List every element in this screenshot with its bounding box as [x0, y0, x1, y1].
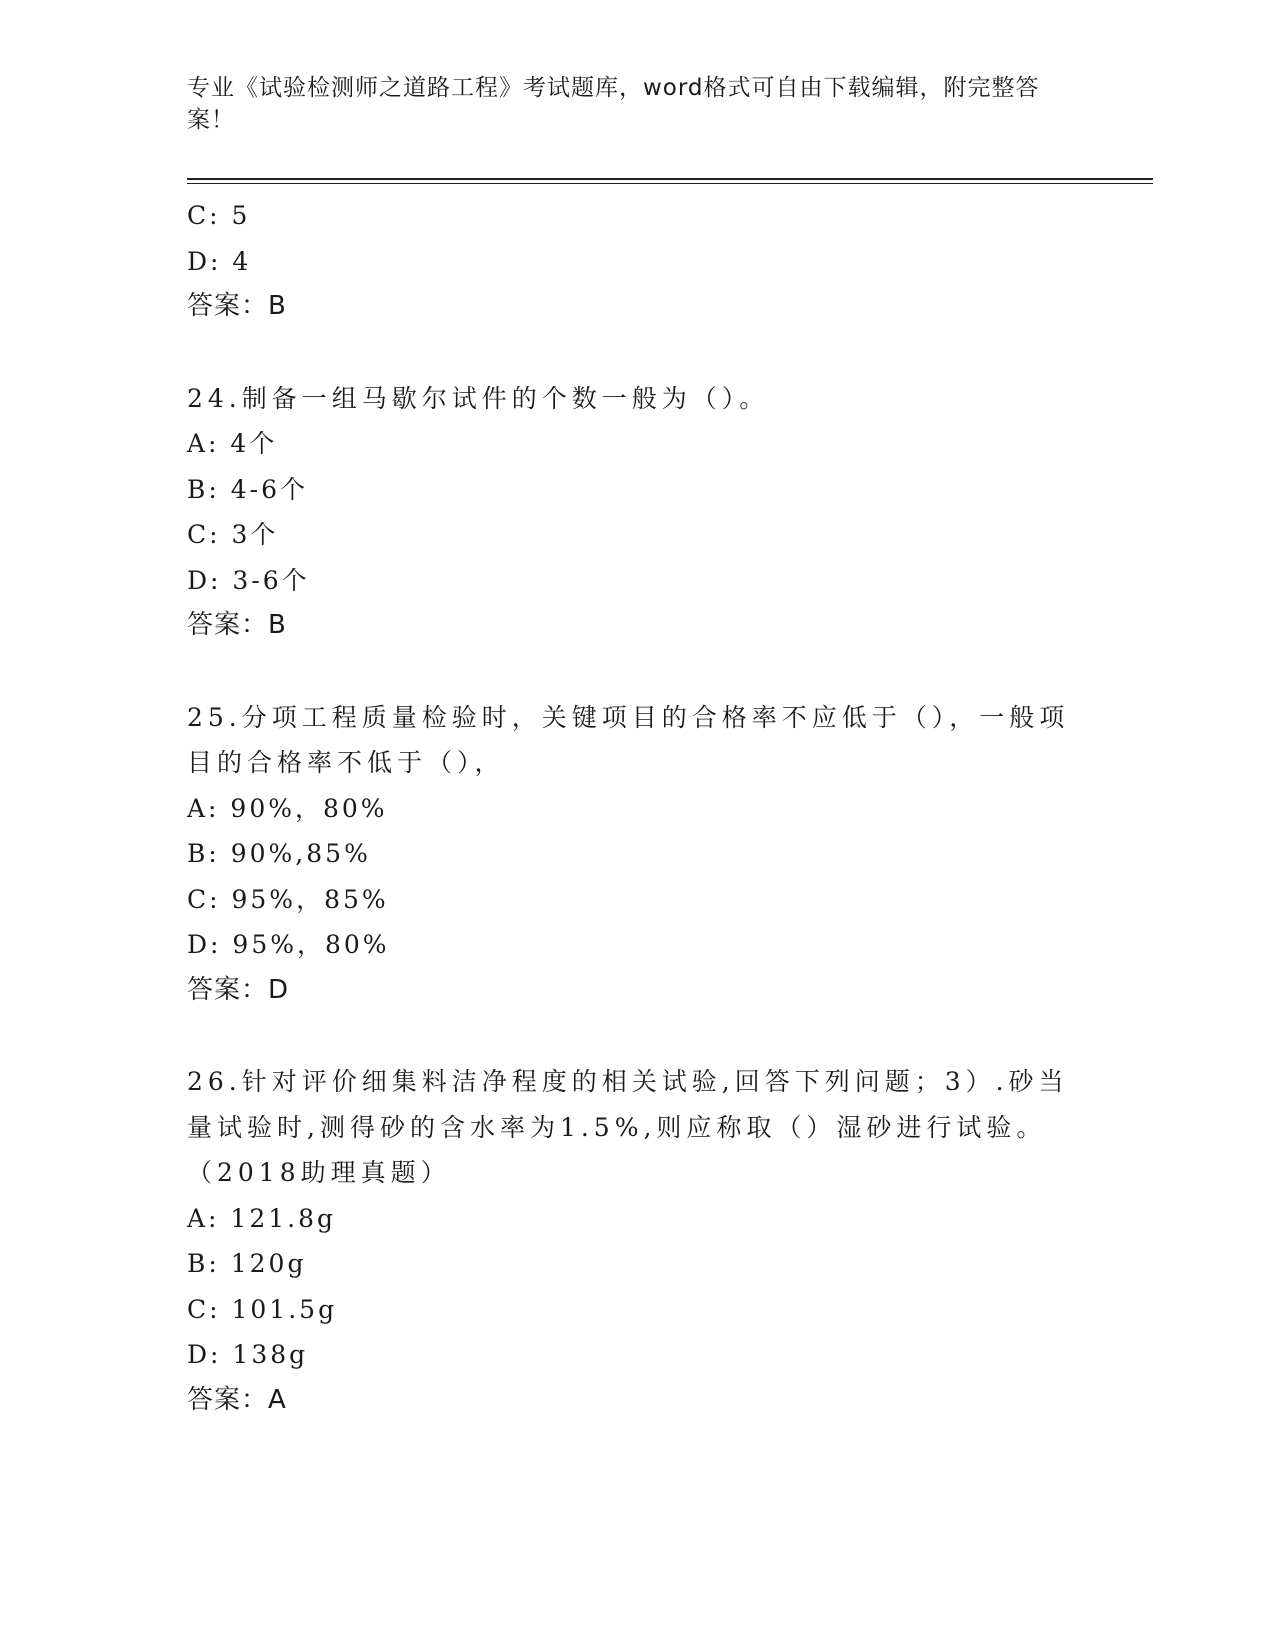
answer-label: 答案：B: [187, 291, 287, 321]
option-a: A: 90%，80%: [187, 793, 388, 823]
question-block-25: [187, 695, 1087, 1014]
option-d: D: 138g: [187, 1340, 309, 1369]
option-d: D: 3-6个: [187, 565, 310, 595]
option-c: C: 3个: [187, 520, 279, 549]
option-c: C: 95%，85%: [187, 884, 389, 914]
header-divider: [187, 178, 1153, 180]
option-d: D: 95%，80%: [187, 930, 390, 959]
option-b: B: 4-6个: [187, 474, 309, 504]
option-a: A: 121.8g: [187, 1203, 336, 1233]
question-block-26: [187, 1059, 1087, 1423]
option-c: C: 101.5g: [187, 1294, 338, 1324]
question-text: 25.分项工程质量检验时，关键项目的合格率不应低于（），一般项目的合格率不低于（），: [187, 702, 1070, 777]
question-block-24: [187, 376, 1087, 649]
question-list: [187, 193, 1087, 1423]
document-header: 专业《试验检测师之道路工程》考试题库，word格式可自由下载编辑，附完整答案！: [187, 75, 1040, 133]
answer-label: 答案：B: [187, 610, 287, 640]
option-b: B: 90%,85%: [187, 839, 371, 868]
answer-label: 答案：A: [187, 1384, 287, 1415]
question-block-prev: [187, 193, 1087, 330]
option-c: C: 5: [187, 201, 251, 230]
header-divider-thin: [187, 183, 1153, 184]
question-text: 26.针对评价细集料洁净程度的相关试验,回答下列问题；3）.砂当量试验时,测得砂的含水率为1.5%,则应称取（）湿砂进行试验。（2018助理真题）: [187, 1067, 1069, 1187]
answer-label: 答案：D: [187, 974, 290, 1005]
option-a: A: 4个: [187, 429, 278, 458]
question-text: 24.制备一组马歇尔试件的个数一般为（）。: [187, 383, 770, 413]
option-b: B: 120g: [187, 1249, 307, 1278]
option-d: D: 4: [187, 246, 252, 276]
